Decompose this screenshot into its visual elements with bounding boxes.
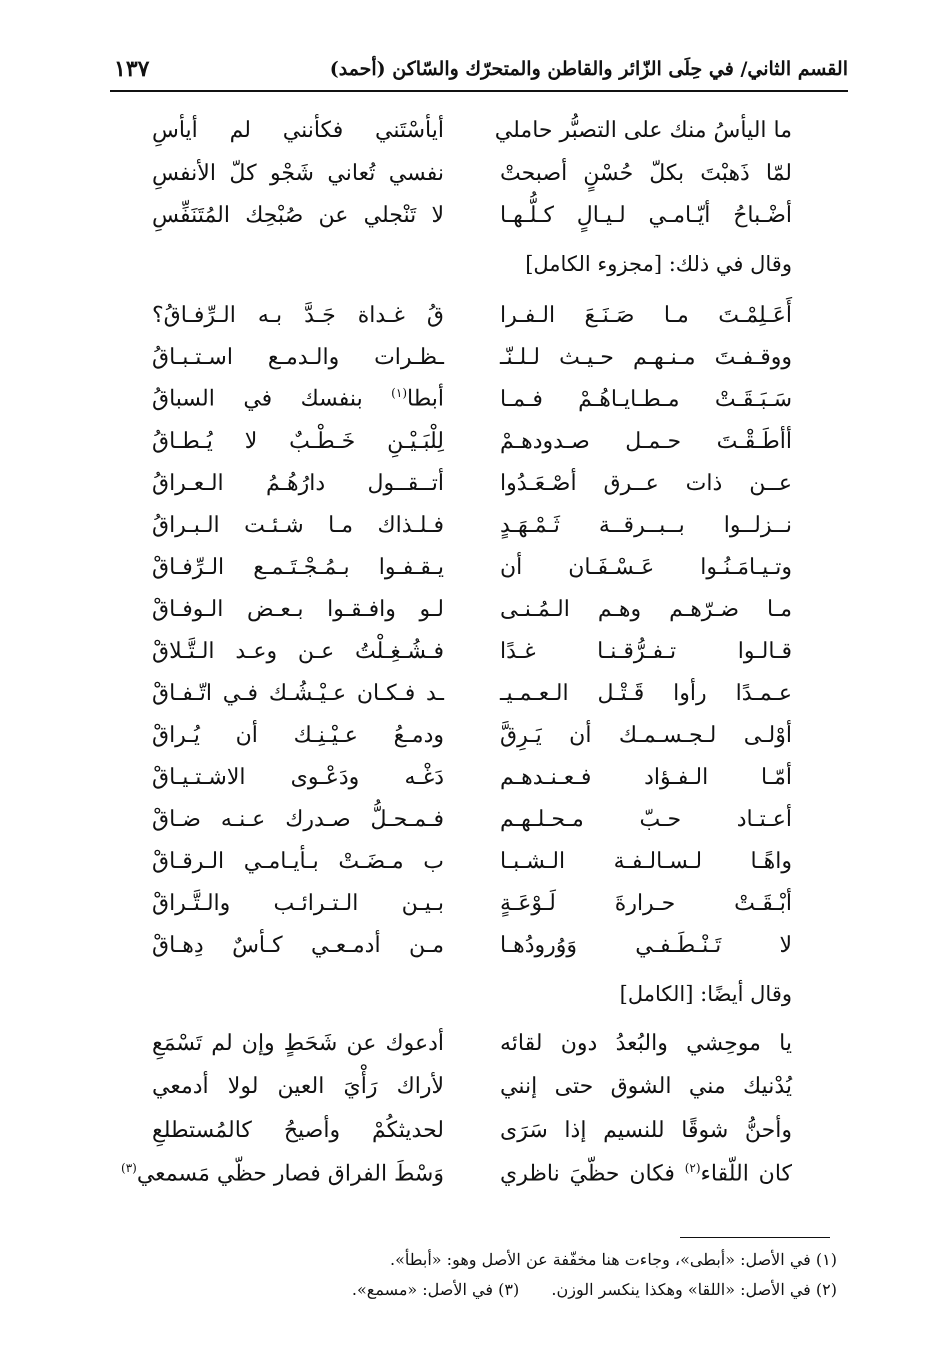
verse-line [152,757,792,797]
first-hemistich: لمّا ذَهبْتَ بكلّ حُسْنٍ أصبحتْ [500,160,792,186]
second-hemistich: ـظـرات والـدمـع اسـتـبـاقُ [152,344,444,370]
second-hemistich: قُ غـداة جَـدَّ بـه الـرِّفـاقُ؟ [152,302,444,328]
first-hemistich: وأحنُّ شوقًا للنسيم إذا سَرَى [500,1117,792,1143]
second-hemistich: دَغْـه ودَعْـوى الاشـتـيـاقْ [152,764,444,790]
second-hemistich: أيأسْتَني فكأنني لم أيأسِ [152,117,444,143]
footnote [97,1280,837,1299]
verse-line [152,547,792,587]
verse-line [152,421,792,461]
first-hemistich: لا تَـنْـطَـفـي وَوُرودُهـا [500,932,792,958]
verse-line [152,463,792,503]
second-hemistich: أتــقــول دارُهُـمُ الـعـراقُ [152,470,444,496]
second-hemistich [152,386,444,411]
footnote-separator [680,1237,830,1238]
verse-line [152,505,792,545]
footnote-text: (١) في الأصل: «أبطى»، وجاءت هنا مخفّفة عن الأصل وهو: «أبطأ». [390,1250,837,1269]
second-hemistich: أدعوك عن شَحَطٍ وإن لم تَسْمَعِ [152,1030,444,1056]
verse-line [152,799,792,839]
section-heading [152,982,792,1006]
verse-line [152,337,792,377]
second-hemistich: ودمـعُ عـيْـنِـك أن يُـراقْ [152,722,444,748]
page-number: ١٣٧ [114,56,150,82]
second-hemistich: لأراك رَأْيَ العين لولا أدمعي [152,1073,444,1099]
verse-line [152,1023,792,1063]
first-hemistich: يُدْنيك مني الشوق حتى إنني [500,1073,792,1099]
verse-line [121,1154,792,1194]
verse-line [152,379,792,419]
second-hemistich: نفسي تُعاني شَجْو كلّ الأنفسِ [152,160,444,186]
verse-line [152,631,792,671]
footnote-text: (٢) في الأصل: «اللقا» وهكذا ينكسر الوزن. [551,1280,837,1299]
first-hemistich: واهًـا لـسـالـفـة الـشـبـا [500,848,792,874]
first-hemistich: أعـتـاد حـبّ مـحـلـهـم [500,806,792,832]
first-hemistich [500,1161,792,1186]
first-hemistich: سَـبَـقَـتْ مـطـايـاهُـمْ فـمـا [500,386,792,412]
section-intro: وقال أيضًا: [700,982,792,1006]
second-hemistich: فـشُـغِـلْتُ عـن وعـد الـتَّـلاقْ [152,638,444,664]
first-hemistich: أضْـباحُ أيّـامـي لـيـالٍ كـلُّـهـا [500,202,792,228]
first-hemistich: مـا ضـرّهـم وهـم الـمُـنـى [500,596,792,622]
first-hemistich: ما اليأسُ منك على التصبُّر حاملي [494,117,792,143]
footnote-marker: (٢) [684,1161,701,1176]
verse-line [152,841,792,881]
verse-line [152,883,792,923]
hemistich-text: وَسْطَ الفراق فصار حظّي مَسمعي [136,1161,444,1187]
verse-line [152,925,792,965]
first-hemistich: قـالـوا تـفـرُّقـنـا غـدًا [500,638,792,664]
second-hemistich: فـمـحـلُّ صـدرك عـنـه ضـاقْ [152,806,444,832]
footnote-marker: (١) [391,386,407,401]
first-hemistich: نــزلــوا بــبــرقــة ثَـمْـهَـدٍ [500,512,792,538]
footnote-marker: (٣) [121,1161,137,1176]
verse-line [152,153,792,193]
section-intro: وقال في ذلك: [668,252,792,276]
verse-line [152,1110,792,1150]
first-hemistich: ووقـفـتَ مـنـهـم حـيـث لـلـنّـ [500,344,792,370]
second-hemistich: يـقـفـوا بـمُـجْـتَـمـع الـرِّفـاقْ [152,554,444,580]
first-hemistich: أأطَـقْـتَ حـمـل صـدودهـمْ [500,428,792,454]
second-hemistich: لحديثكُمْ وأصيحُ كالمُستطلعِ [152,1117,444,1143]
second-hemistich: فـلـذاك مـا شـئـت الـبـراقُ [152,512,444,538]
first-hemistich: عـمـدًا رأوا قَـتْـل الـعـمـيـ [500,680,792,706]
verse-line [152,589,792,629]
second-hemistich: بـيـن الـتـرائـب والـتَّـراقْ [152,890,444,916]
second-hemistich: مـن أدمـعـي كـأسٌ دِهـاقْ [152,932,444,958]
footnote [97,1250,837,1269]
verse-line [152,673,792,713]
first-hemistich: أوْلـى لـجـسـمـك أن يَـرِقَّ [500,722,792,748]
running-title: القسم الثاني/ في حِلَى الزّائر والقاطن والمتحرّك والسّاكن (أحمد) [329,58,848,80]
first-hemistich: أبْـقَـتْ حـرارةَ لَـوْعَـةٍ [500,890,792,916]
meter-label: [الكامل] [619,982,694,1006]
first-hemistich: أَعَـلِمْـتَ مـا صَـنَـعَ الـفـرا [500,302,792,328]
second-hemistich: لـو وافـقـوا بـعـض الـوفـاقْ [152,596,444,622]
hemistich-text: بنفسك في السباقُ [152,386,392,412]
verse-line [152,715,792,755]
section-heading [152,252,792,276]
first-hemistich: أمّـا الـفـؤاد فـعـنـدهـم [500,764,792,790]
hemistich-text: كان اللّقاء [700,1161,792,1187]
second-hemistich: ب مـضَـتْ بـأيـامـي الـرقـاقْ [152,848,444,874]
meter-label: [مجزوء الكامل] [525,252,663,276]
first-hemistich: يا موحِشي والبُعدُ دون لقائه [500,1030,792,1056]
second-hemistich [121,1161,444,1187]
second-hemistich: لِلْبَـيْـنِ خَـطْـبٌ لا يُـطـاقُ [152,428,444,454]
verse-line [152,1066,792,1106]
footnote-text: (٣) في الأصل: «مسمع». [351,1280,520,1299]
hemistich-text: أبطا [407,386,444,412]
verse-line [152,295,792,335]
first-hemistich: عــن ذات عــرق أصْـعَـدُوا [500,470,792,496]
page-header [110,50,848,92]
second-hemistich: لا تَنْجلي عن صُبْحِك المُتَنَفِّسِ [152,202,444,228]
hemistich-text: فكان حظّيَ ناظري [500,1161,685,1187]
second-hemistich: ـد فـكـان عـيْـشُـك فـي اتّـفـاقْ [152,680,444,706]
verse-line [152,195,792,235]
verse-line [152,110,792,150]
first-hemistich: وتـيـامَـنُـوا عَـسْـفَـان أن [500,554,792,580]
